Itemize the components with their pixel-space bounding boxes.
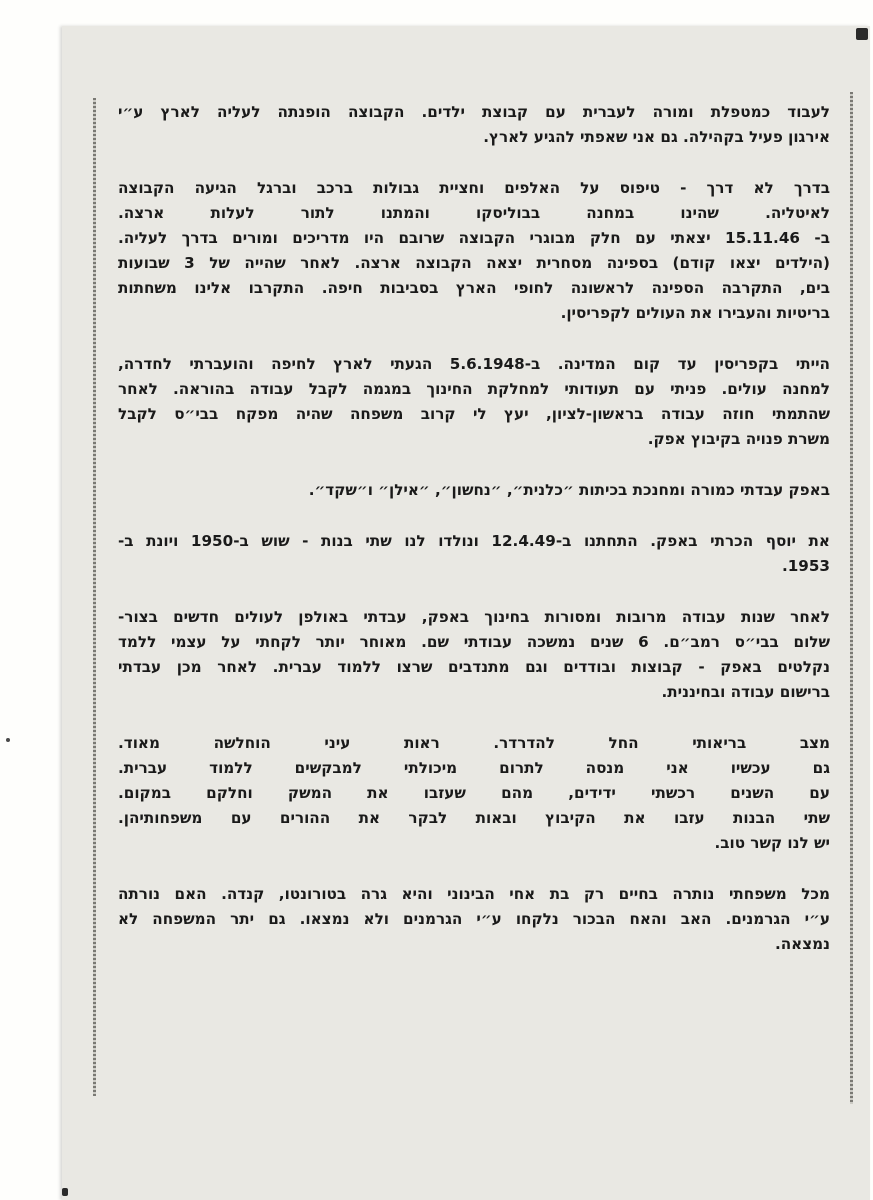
paragraph-gap bbox=[118, 150, 830, 176]
document-body bbox=[118, 100, 830, 957]
scan-speck bbox=[6, 738, 10, 742]
paragraph-gap bbox=[118, 326, 830, 352]
paragraph-gap bbox=[118, 856, 830, 882]
text-line: בים, התקרבה הספינה לראשונה לחופי הארץ בסביבות חיפה. התקרבו אלינו משחתות bbox=[118, 279, 830, 297]
paragraph bbox=[118, 731, 830, 856]
text-line: שתי הבנות עזבו את הקיבוץ ובאות לבקר את ההורים עם משפחותיהן. bbox=[118, 809, 830, 827]
text-line: שלום בבי״ס רמב״ם. 6 שנים נמשכה עבודתי שם. מאוחר יותר לקחתי על עצמי ללמד bbox=[118, 633, 830, 651]
text-line: שהתמתי חוזה עבודה בראשון-לציון, יעץ לי קרוב משפחה שהיה מפקח בבי״ס לקבל bbox=[118, 405, 830, 423]
paragraph-gap bbox=[118, 705, 830, 731]
text-line: הייתי בקפריסין עד קום המדינה. ב-5.6.1948 הגעתי לארץ לחיפה והועברתי לחדרה, bbox=[118, 355, 830, 373]
text-line: (הילדים יצאו קודם) בספינה מסחרית יצאה הקבוצה ארצה. לאחר שהייה של 3 שבועות bbox=[118, 254, 831, 272]
text-line: מכל משפחתי נותרה בחיים רק בת אחי הבינוני והיא גרה בטורונטו, קנדה. האם נורתה bbox=[118, 885, 830, 903]
decorative-border-right bbox=[850, 92, 853, 1104]
paragraph bbox=[118, 176, 830, 326]
text-line: בריטיות והעבירו את העולים לקפריסין. bbox=[560, 304, 830, 322]
text-line: ע״י הגרמנים. האב והאח הבכור נלקחו ע״י הגרמנים ולא נמצאו. גם יתר המשפחה לא bbox=[118, 910, 830, 928]
text-line: ב- 15.11.46 יצאתי עם חלק מבוגרי הקבוצה שרובם היו מדריכים ומורים בדרך לעליה. bbox=[118, 229, 830, 247]
text-line: אירגון פעיל בקהילה. גם אני שאפתי להגיע לארץ. bbox=[483, 128, 830, 146]
text-line: לעבוד כמטפלת ומורה לעברית עם קבוצת ילדים. הקבוצה הופנתה לעליה לארץ ע״י bbox=[118, 103, 830, 121]
paragraph bbox=[118, 478, 830, 503]
text-line: 1953. bbox=[781, 557, 830, 575]
text-line: לאחר שנות עבודה מרובות ומסורות בחינוך באפק, עבדתי באולפן לעולים חדשים בצור- bbox=[118, 608, 830, 626]
text-line: למחנה עולים. פניתי עם תעודותי למחלקת החינוך במגמה לקבל עבודה בהוראה. לאחר bbox=[118, 380, 830, 398]
text-line: נקלטים באפק - קבוצות ובודדים וגם מתנדבים שרצו ללמוד עברית. לאחר מכן עבדתי bbox=[118, 658, 830, 676]
text-line: נמצאה. bbox=[774, 935, 830, 953]
paragraph bbox=[118, 882, 830, 957]
text-line: מצב בריאותי החל להדרדר. ראות עיני הוחלשה מאוד. bbox=[118, 734, 830, 752]
paragraph-gap bbox=[118, 452, 830, 478]
text-line: גם עכשיו אני מנסה לתרום מיכולתי למבקשים ללמוד עברית. bbox=[118, 759, 830, 777]
scan-corner-mark bbox=[856, 28, 868, 40]
paragraph bbox=[118, 605, 830, 705]
text-line: יש לנו קשר טוב. bbox=[714, 834, 830, 852]
paragraph-gap bbox=[118, 579, 830, 605]
text-line: ברישום עבודה ובחיננית. bbox=[661, 683, 830, 701]
paragraph bbox=[118, 100, 830, 150]
paragraph-gap bbox=[118, 503, 830, 529]
scan-corner-mark bbox=[62, 1188, 68, 1196]
text-line: באפק עבדתי כמורה ומחנכת בכיתות ״כלנית״, ״נחשון״, ״אילן״ ו״שקד״. bbox=[308, 481, 830, 499]
text-line: בדרך לא דרך - טיפוס על האלפים וחציית גבולות ברכב וברגל הגיעה הקבוצה bbox=[118, 179, 830, 197]
text-line: משרת פנויה בקיבוץ אפק. bbox=[647, 430, 830, 448]
decorative-border-left bbox=[93, 98, 96, 1096]
text-line: עם השנים רכשתי ידידים, מהם שעזבו את המשק וחלקם במקום. bbox=[118, 784, 830, 802]
text-line: לאיטליה. שהינו במחנה בבוליסקו והמתנו לתור לעלות ארצה. bbox=[118, 204, 830, 222]
paragraph bbox=[118, 529, 830, 579]
text-line: את יוסף הכרתי באפק. התחתנו ב-12.4.49 ונולדו לנו שתי בנות - שוש ב-1950 ויונת ב- bbox=[118, 532, 830, 550]
paragraph bbox=[118, 352, 830, 452]
